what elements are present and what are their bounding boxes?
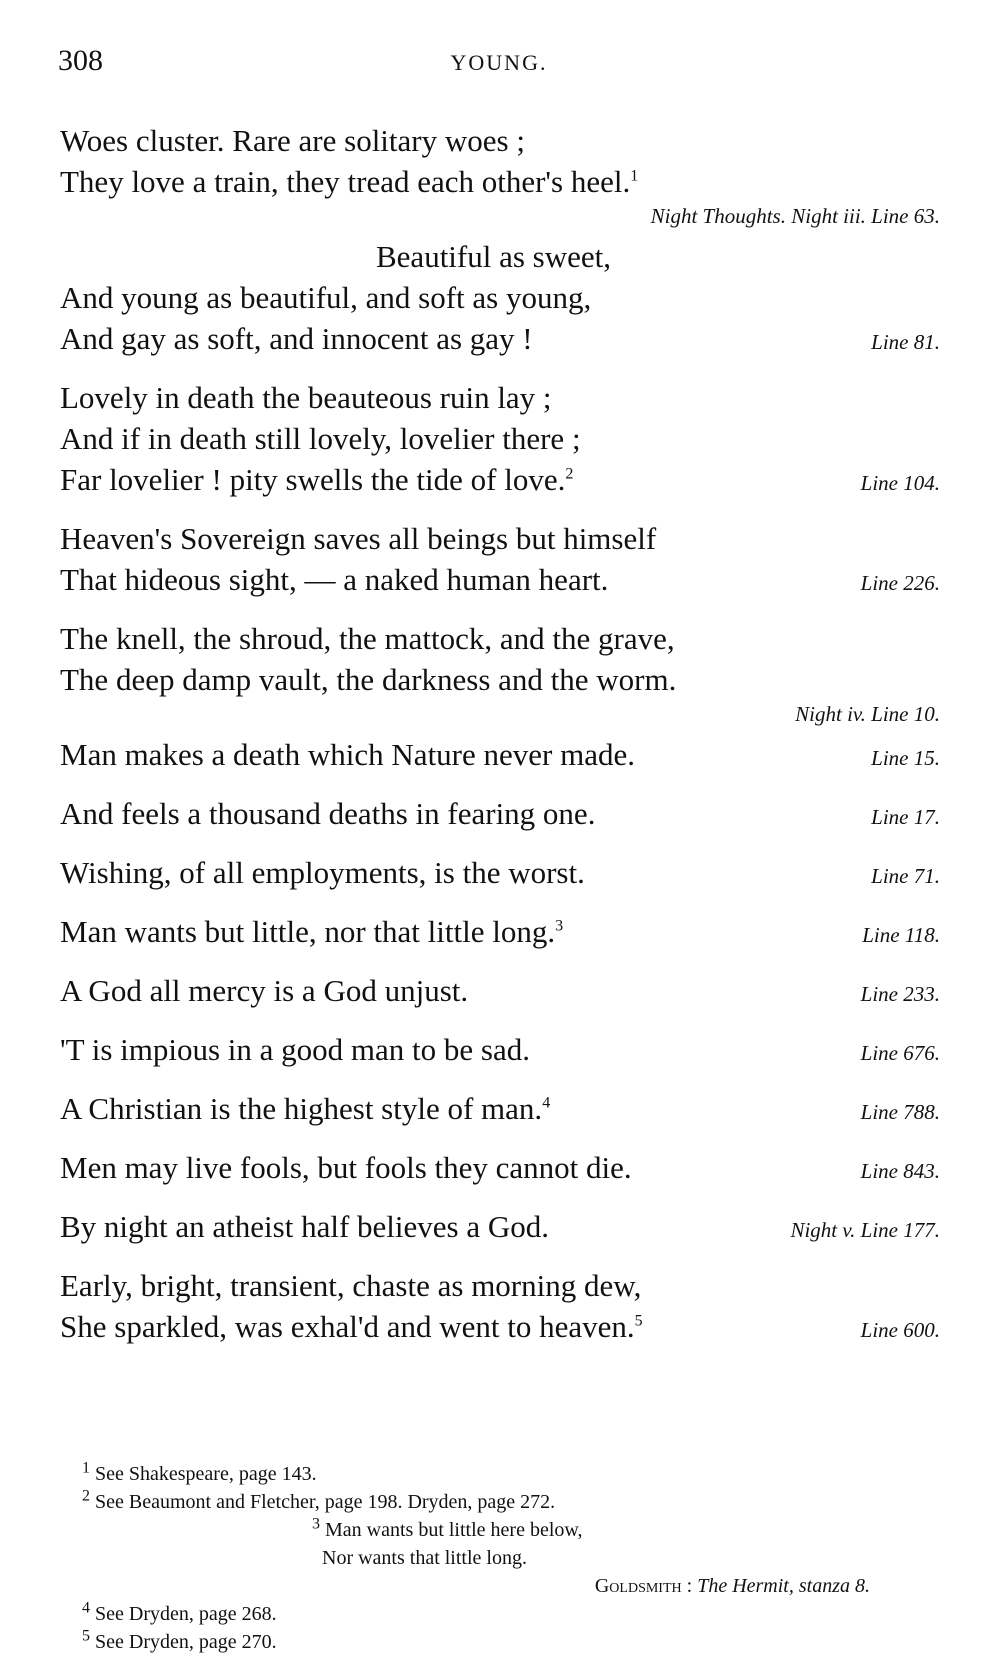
quote-line: Man wants but little, nor that little long.$^3$ <box>60 914 564 949</box>
quote-line: Beautiful as sweet, <box>376 239 612 274</box>
quote-line: And gay as soft, and innocent as gay ! <box>60 321 533 356</box>
running-title: YOUNG. <box>450 50 548 75</box>
page-header <box>58 44 940 84</box>
footnote: $^5$ See Dryden, page 270. <box>82 1627 277 1653</box>
source-reference: Line 17. <box>871 805 940 829</box>
quote-block <box>60 1147 940 1188</box>
footnote-marker: 4 <box>542 1094 551 1112</box>
quote-block <box>60 236 940 359</box>
footnote: $^3$ Man wants but little here below, <box>312 1515 583 1541</box>
quote-block <box>60 1088 940 1129</box>
quote-block <box>60 618 940 728</box>
source-reference: Line 81. <box>871 330 940 354</box>
quote-line: And young as beautiful, and soft as young, <box>60 280 592 315</box>
footnote: $^4$ See Dryden, page 268. <box>82 1599 277 1625</box>
source-reference: Line 676. <box>860 1041 940 1065</box>
page-number: 308 <box>58 44 103 77</box>
source-reference: Line 233. <box>860 982 940 1006</box>
source-reference: Line 843. <box>860 1159 940 1183</box>
source-reference: Line 600. <box>860 1318 940 1342</box>
quote-block <box>60 911 940 952</box>
footnote-marker: 5 <box>634 1312 643 1330</box>
quote-block <box>60 852 940 893</box>
quote-block <box>60 518 940 600</box>
quote-line: Early, bright, transient, chaste as morning dew, <box>60 1268 642 1303</box>
quote-line: They love a train, they tread each other's heel.$^1$ <box>60 164 639 199</box>
quote-line: Wishing, of all employments, is the worst. <box>60 855 585 890</box>
quote-block <box>60 1029 940 1070</box>
quote-line: By night an atheist half believes a God. <box>60 1209 549 1244</box>
quote-line: And feels a thousand deaths in fearing one. <box>60 796 596 831</box>
quote-line: She sparkled, was exhal'd and went to heaven.$^5$ <box>60 1309 643 1344</box>
source-reference: Line 104. <box>860 471 940 495</box>
source-reference: Line 788. <box>860 1100 940 1124</box>
quote-block <box>60 734 940 775</box>
quote-block <box>60 377 940 500</box>
quote-line: Far lovelier ! pity swells the tide of love.$^2$ <box>60 462 574 497</box>
quote-line: A Christian is the highest style of man.$^4$ <box>60 1091 551 1126</box>
source-reference: Night v. Line 177. <box>790 1218 940 1242</box>
quote-block <box>60 793 940 834</box>
footnote-attribution: Goldsmith : The Hermit, stanza 8. <box>594 1575 870 1597</box>
source-reference: Line 226. <box>860 571 940 595</box>
quote-line: Heaven's Sovereign saves all beings but himself <box>60 521 657 556</box>
footnote-continuation: Nor wants that little long. <box>322 1547 527 1569</box>
quote-line: Lovely in death the beauteous ruin lay ; <box>60 380 552 415</box>
quote-line: 'T is impious in a good man to be sad. <box>60 1032 530 1067</box>
quote-block <box>60 120 940 230</box>
quotation-list <box>60 120 940 1365</box>
quote-line: That hideous sight, — a naked human heart. <box>60 562 609 597</box>
footnote-marker: 3 <box>555 917 564 935</box>
source-reference: Line 71. <box>871 864 940 888</box>
quote-line: Woes cluster. Rare are solitary woes ; <box>60 123 525 158</box>
source-reference: Night iv. Line 10. <box>795 702 940 726</box>
source-reference: Night Thoughts. Night iii. Line 63. <box>650 204 940 228</box>
quote-line: A God all mercy is a God unjust. <box>60 973 469 1008</box>
quote-block <box>60 970 940 1011</box>
footnote: $^2$ See Beaumont and Fletcher, page 198. Dryden, page 272. <box>82 1487 556 1513</box>
quote-block <box>60 1206 940 1247</box>
quote-line: Man makes a death which Nature never made. <box>60 737 635 772</box>
footnote-marker: 2 <box>565 465 574 483</box>
source-reference: Line 118. <box>862 923 940 947</box>
quote-line: The knell, the shroud, the mattock, and the grave, <box>60 621 675 656</box>
quote-line: Men may live fools, but fools they cannot die. <box>60 1150 632 1185</box>
footnotes <box>82 1460 942 1656</box>
quote-block <box>60 1265 940 1347</box>
footnote-marker: 1 <box>630 167 639 185</box>
footnote: $^1$ See Shakespeare, page 143. <box>82 1459 317 1485</box>
quote-line: The deep damp vault, the darkness and the worm. <box>60 662 677 697</box>
quote-line: And if in death still lovely, lovelier there ; <box>60 421 581 456</box>
source-reference: Line 15. <box>871 746 940 770</box>
